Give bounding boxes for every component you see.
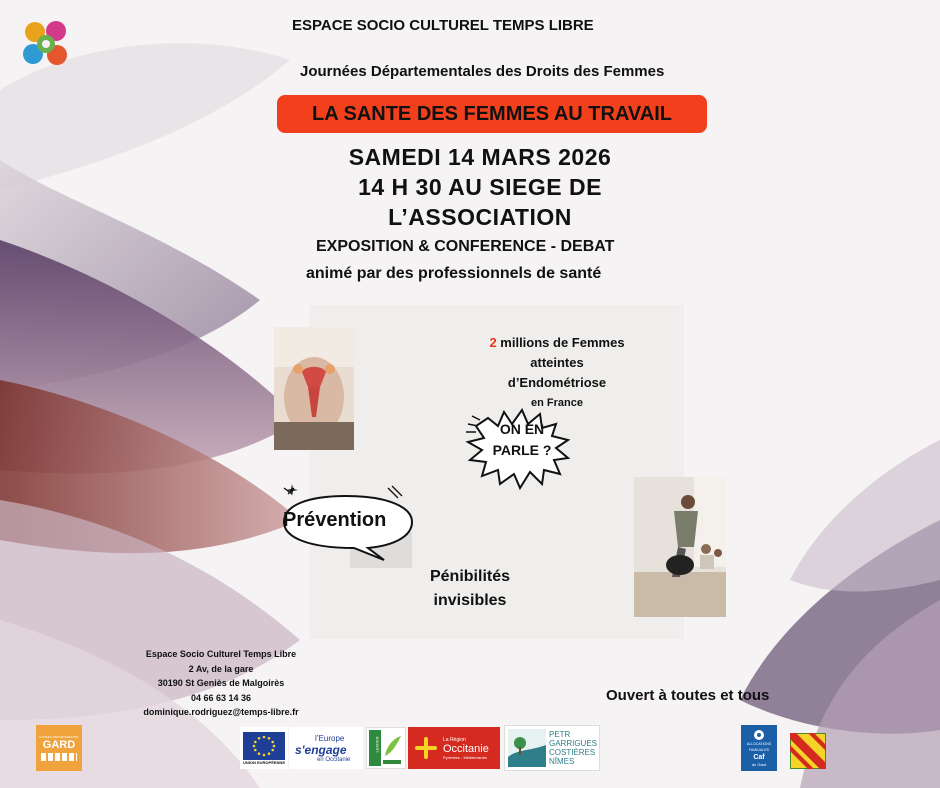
caf-line-4: du Gard [751, 761, 767, 767]
europe-line-2: s'engage [295, 742, 347, 757]
address-phone: 04 66 63 14 36 [190, 692, 252, 703]
address-street: 2 Av, de la gare [188, 663, 254, 674]
occitanie-logo [408, 727, 500, 769]
occitanie-sub: Pyrénées - Méditerranée [443, 754, 488, 760]
date-block [300, 142, 660, 232]
stat-line-2: atteintes [530, 355, 584, 370]
burst-line-2: PARLE ? [492, 442, 552, 458]
address-name: Espace Socio Culturel Temps Libre [145, 649, 297, 659]
petr-line-3: COSTIÈRES [549, 748, 596, 757]
eu-flag-logo [240, 727, 288, 769]
penibilites-line-1: Pénibilités [429, 568, 511, 585]
petr-line-1: PETR [549, 730, 571, 739]
date-line-2: 14 H 30 AU SIEGE DE [358, 174, 602, 200]
penibilites-text [405, 565, 535, 613]
leader-logo [366, 727, 406, 769]
organization-name: ESPACE SOCIO CULTUREL TEMPS LIBRE [292, 17, 594, 34]
address-block [126, 647, 316, 720]
endometriosis-stat [462, 333, 652, 413]
stat-number: 2 [489, 335, 497, 350]
europe-line-3: en Occitanie [317, 756, 351, 763]
commune-crest-logo [790, 733, 826, 769]
event-type: EXPOSITION & CONFERENCE - DEBAT [316, 238, 615, 255]
gard-logo-small: CONSEIL DÉPARTEMENTAL [39, 735, 79, 739]
petr-logo [504, 725, 600, 771]
occitanie-small: La Région [443, 736, 466, 743]
date-line-1: SAMEDI 14 MARS 2026 [348, 144, 612, 170]
caf-line-3: Caf [753, 753, 765, 761]
physiotherapy-photo [634, 477, 726, 617]
animated-by: animé par des professionnels de santé [306, 265, 602, 282]
stat-line-3: d’Endométriose [507, 375, 607, 390]
event-subtitle: Journées Départementales des Droits des Femmes [300, 63, 665, 80]
smiley-hands-logo [20, 18, 72, 70]
occitan-cross-icon [414, 736, 438, 760]
burst-text [482, 419, 562, 461]
title-banner [277, 95, 707, 133]
petr-line-2: GARRIGUES [549, 739, 598, 748]
date-line-3: L’ASSOCIATION [388, 204, 572, 230]
occitanie-label: Occitanie [443, 742, 489, 755]
caf-line-1: ALLOCATIONS [746, 741, 772, 746]
eu-flag-icon [243, 732, 285, 760]
europe-engage-logo [289, 727, 363, 769]
caf-emblem-icon [752, 729, 766, 741]
anatomy-photo [274, 327, 354, 450]
stat-line-4: en France [531, 397, 583, 409]
stat-line-1: millions de Femmes [496, 335, 625, 350]
europe-line-1: l’Europe [315, 733, 345, 743]
petr-line-4: NÎMES [549, 757, 575, 766]
leader-label: LEADER [374, 736, 380, 753]
eu-label: UNION EUROPÉENNE [242, 759, 285, 765]
gard-logo-pattern [41, 753, 77, 761]
caf-line-2: FAMILIALES [748, 747, 770, 752]
address-city: 30190 St Geniès de Malgoirès [157, 678, 285, 688]
prevention-label: Prévention [283, 509, 387, 531]
open-to-all: Ouvert à toutes et tous [606, 687, 770, 704]
penibilites-line-2: invisibles [433, 592, 507, 609]
burst-line-1: ON EN [499, 421, 545, 437]
gard-logo [36, 725, 82, 771]
petr-landscape-icon [508, 729, 546, 767]
title-banner-text: LA SANTE DES FEMMES AU TRAVAIL [312, 102, 672, 125]
caf-logo [741, 725, 777, 771]
sparkle-icon [286, 484, 298, 496]
gard-logo-text: GARD [42, 739, 76, 751]
address-email[interactable]: dominique.rodriguez@temps-libre.fr [143, 707, 299, 717]
